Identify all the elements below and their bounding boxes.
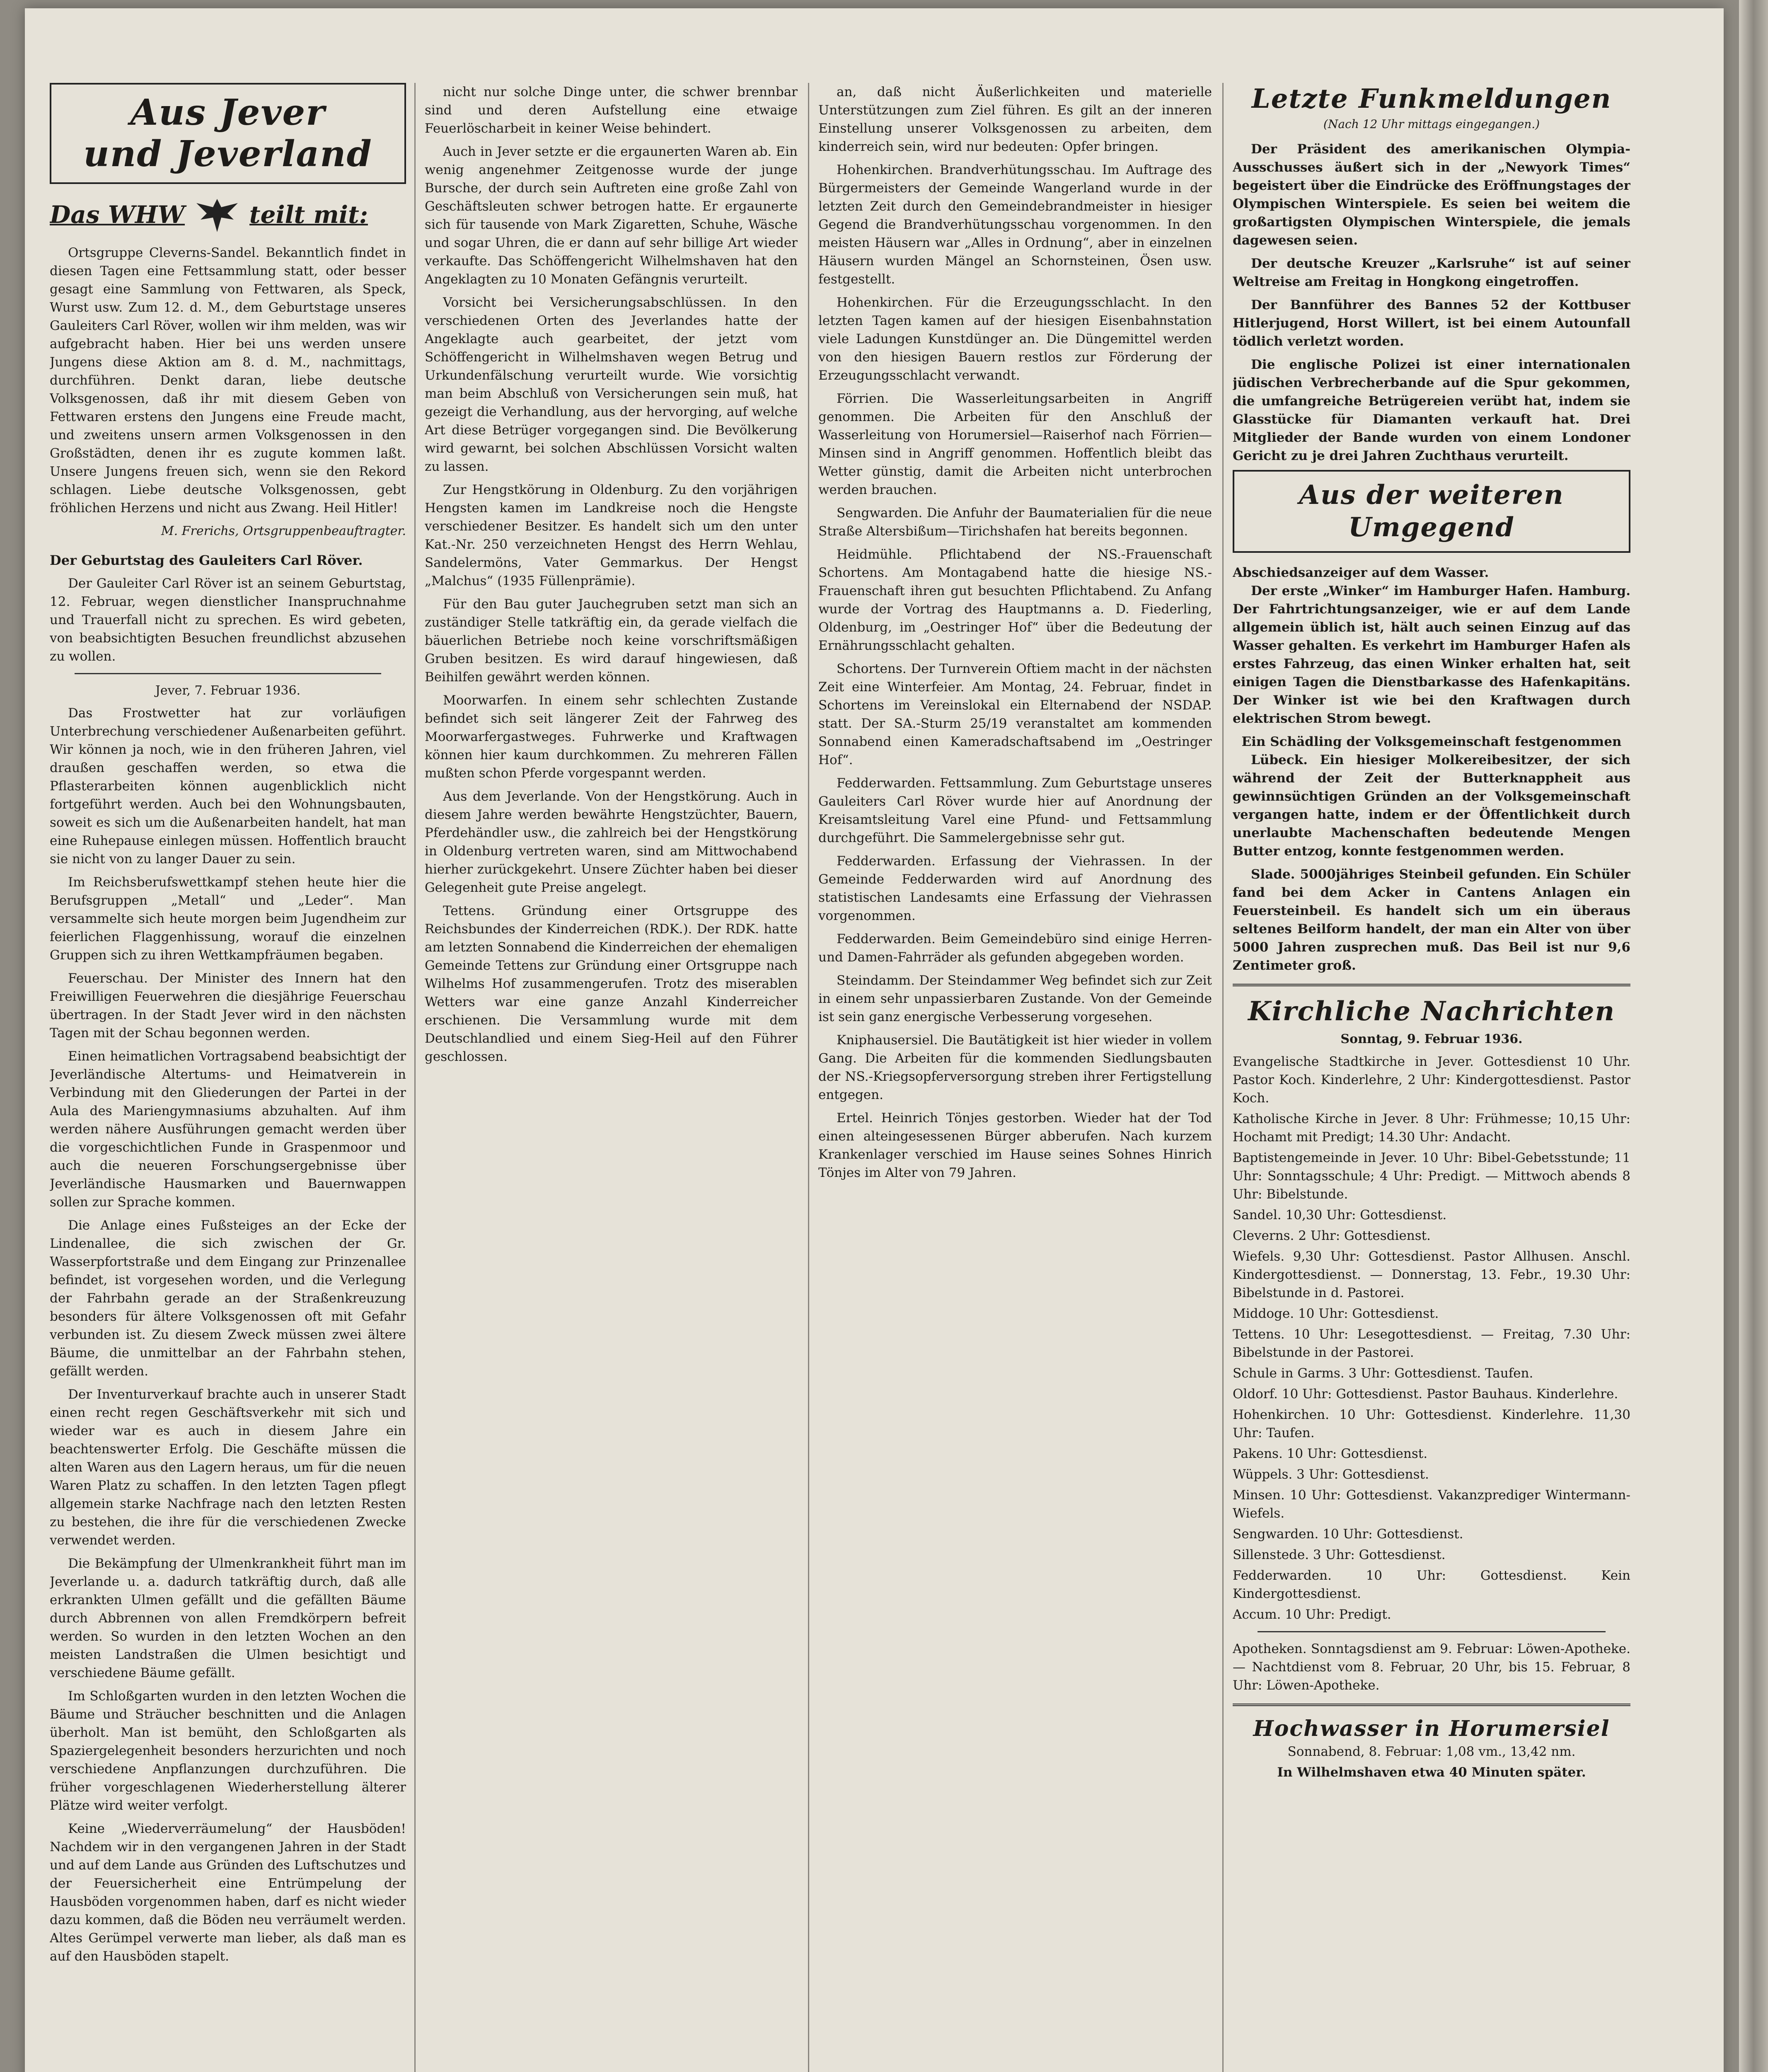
whw-signature: M. Frerichs, Ortsgruppenbeauftragter. [161, 524, 406, 538]
kirch-entry: Tettens. 10 Uhr: Lesegottesdienst. — Freitag, 7.30 Uhr: Bibelstunde in der Pastorei. [1233, 1327, 1630, 1360]
column-2 [425, 83, 798, 2072]
umgegend-1: Der erste „Winker“ im Hamburger Hafen. Hamburg. Der Fahrtrichtungsanzeiger, wie er auf dem Lande allgemein üblich ist, hält auch seinen Einzug auf das Wasser gehalten. Es verkehrt im Hamburger Hafen als erstes Fahrzeug, das einen Winker erhalten hat, seit einigen Tagen die Dienstbarkasse des Hafenkapitäns. Der Winker ist wie bei den Kraftwagen durch elektrischen Strom bewegt. [1233, 583, 1630, 726]
article-feuerschau: Feuerschau. Der Minister des Innern hat den Freiwilligen Feuerwehren die diesjährige Feuerschau übertragen. In der Stadt Jever wird in den nächsten Tagen mit der Schau begonnen werden. [50, 971, 406, 1041]
newspaper-page [25, 8, 1724, 2072]
article-2-6: Moorwarfen. In einem sehr schlechten Zustande befindet sich seit längerer Zeit der Fahrweg des Moorwarfergastweges. Fuhrwerke und Kraftwagen können hier kaum durchkommen. Zu mehreren Fällen mußten schon Pferde vorgespannt werden. [425, 693, 798, 781]
article-ulmen: Die Bekämpfung der Ulmenkrankheit führt man im Jeverlande u. a. dadurch tatkräftig durch, daß alle erkrankten Ulmen gefällt und die gefällten Bäume durch Abbrennen von allen Fremdkörpern befreit werden. So wurden in den letzten Wochen an den meisten Landstraßen die Ulmen besichtigt und verschiedene Bäume gefällt. [50, 1556, 406, 1680]
column-1 [50, 83, 406, 2072]
separator [1233, 984, 1630, 986]
article-2-1: nicht nur solche Dinge unter, die schwer brennbar sind und deren Aufstellung eine etwaige Feuerlöscharbeit in keiner Weise behindert. [425, 85, 798, 136]
apotheken: Apotheken. Sonntagsdienst am 9. Februar: Löwen-Apotheke. — Nachtdienst vom 8. Februar, 20 Uhr, bis 15. Februar, 8 Uhr: Löwen-Apotheke. [1233, 1641, 1630, 1693]
funk-heading: Letzte Funkmeldungen [1251, 83, 1612, 114]
article-2-7: Aus dem Jeverlande. Von der Hengstkörung. Auch in diesem Jahre werden bewährte Hengstzüchter, Bauern, Pferdehändler usw., die zahlreich bei der Hengstkörung in Oldenburg vertreten waren, sind am Mittwochabend hierher zurückgekehrt. Unsere Züchter haben bei dieser Gelegenheit gute Preise angelegt. [425, 789, 798, 895]
article-3-6: Schortens. Der Turnverein Oftiem macht in der nächsten Zeit eine Winterfeier. Am Montag, 24. Februar, findet in Schortens im Vereinslokal ein Elternabend der NSDAP. statt. Der SA.-Sturm 25/19 veranstaltet am kommenden Sonnabend einen Kameradschaftsabend im „Oestringer Hof“. [818, 661, 1212, 767]
kirch-entry: Accum. 10 Uhr: Predigt. [1233, 1607, 1391, 1622]
column-rule [808, 83, 809, 2072]
page-spine [1739, 0, 1768, 2072]
kirch-heading: Kirchliche Nachrichten [1248, 996, 1616, 1027]
kirch-entry: Sandel. 10,30 Uhr: Gottesdienst. [1233, 1208, 1447, 1222]
kirch-entry: Katholische Kirche in Jever. 8 Uhr: Frühmesse; 10,15 Uhr: Hochamt mit Predigt; 14.30 Uhr: Andacht. [1233, 1111, 1630, 1145]
column-4 [1233, 83, 1630, 2072]
whw-left: Das WHW [50, 201, 185, 229]
article-3-12: Ertel. Heinrich Tönjes gestorben. Wieder hat der Tod einen alteingesessenen Bürger abberufen. Nach kurzem Krankenlager verschied im Hause seines Sohnes Hinrich Tönjes im Alter von 79 Jahren. [818, 1111, 1212, 1180]
umgegend-2: Lübeck. Ein hiesiger Molkereibesitzer, der sich während der Zeit der Butterknappheit aus gewinnsüchtigen Gründen an der Volksgemeinschaft vergangen hatte, indem er der Öffentlichkeit durch unerlaubte Machenschaften bedeutende Mengen Butter entzog, konnte festgenommen werden. [1233, 753, 1630, 859]
hochwasser-times: Sonnabend, 8. Februar: 1,08 vm., 13,42 nm. [1287, 1744, 1576, 1759]
separator [1258, 1631, 1606, 1632]
article-3-10: Steindamm. Der Steindammer Weg befindet sich zur Zeit in einem sehr unpassierbaren Zustande. Von der Gemeinde ist sein ganz energische Verbesserung vorgesehen. [818, 973, 1212, 1024]
masthead-line-1: Aus Jever [130, 92, 326, 133]
article-3-4: Sengwarden. Die Anfuhr der Baumaterialien für die neue Straße Altersbißum—Tirichshafen hat bereits begonnen. [818, 506, 1212, 539]
kirch-entry: Minsen. 10 Uhr: Gottesdienst. Vakanzprediger Wintermann-Wiefels. [1233, 1488, 1630, 1521]
umgegend-box [1233, 470, 1630, 553]
kirch-entry: Cleverns. 2 Uhr: Gottesdienst. [1233, 1228, 1431, 1243]
kirch-entry: Sengwarden. 10 Uhr: Gottesdienst. [1233, 1527, 1463, 1542]
article-wettkampf: Im Reichsberufswettkampf stehen heute hier die Berufsgruppen „Metall“ und „Leder“. Man versammelte sich heute morgen beim Jugendheim zur feierlichen Flaggenhissung, worauf die einzelnen Gruppen sich zu ihren Wettkampfräumen begaben. [50, 875, 406, 963]
roever-heading: Der Geburtstag des Gauleiters Carl Röver. [50, 552, 363, 568]
article-3-5: Heidmühle. Pflichtabend der NS.-Frauenschaft Schortens. Am Montagabend hatte die hiesige NS.-Frauenschaft ihren gut besuchten Pflichtabend. Zu Anfang wurde der Vortrag des Hauptmanns a. D. Fiederling, Oldenburg, im „Oestringer Hof“ über die Bedeutung der Ernährungsschlacht gehalten. [818, 547, 1212, 653]
column-3 [818, 83, 1212, 2072]
umgegend-2-heading: Ein Schädling der Volksgemeinschaft festgenommen [1241, 734, 1622, 749]
dateline: Jever, 7. Februar 1936. [155, 683, 301, 698]
kirch-entry: Middoge. 10 Uhr: Gottesdienst. [1233, 1306, 1439, 1321]
funk-2: Der deutsche Kreuzer „Karlsruhe“ ist auf seiner Weltreise am Freitag in Hongkong eingetroffen. [1233, 256, 1630, 289]
article-3-2: Hohenkirchen. Für die Erzeugungsschlacht. In den letzten Tagen kamen auf der hiesigen Eisenbahnstation viele Ladungen Kunstdünger an. Die Düngemittel werden von den hiesigen Bauern restlos zur Förderung der Erzeugungsschlacht verwandt. [818, 295, 1212, 383]
kirch-entry: Schule in Garms. 3 Uhr: Gottesdienst. Taufen. [1233, 1366, 1533, 1381]
whw-header [50, 195, 406, 236]
article-3-7: Fedderwarden. Fettsammlung. Zum Geburtstage unseres Gauleiters Carl Röver wurde hier auf Anordnung der Kreisamtsleitung Varel eine Pfund- und Fettsammlung durchgeführt. Die Sammelergebnisse sehr gut. [818, 776, 1212, 845]
whw-right: teilt mit: [249, 201, 368, 229]
article-2-5: Für den Bau guter Jauchegruben setzt man sich an zuständiger Stelle tatkräftig ein, da gerade vielfach die bäuerlichen Betriebe noch keine vorschriftsmäßigen Gruben besitzen. Es wird darauf hingewiesen, daß Beihilfen gewährt werden können. [425, 597, 798, 685]
roever-text: Der Gauleiter Carl Röver ist an seinem Geburtstag, 12. Februar, wegen dienstlicher Inanspruchnahme und Trauerfall nicht zu sprechen. Es wird gebeten, von beabsichtigten Besuchen freundlichst abzusehen zu wollen. [50, 576, 406, 664]
article-inventur: Der Inventurverkauf brachte auch in unserer Stadt einen recht regen Geschäftsverkehr mit sich und wieder war es auch in diesem Jahre ein beachtenswerter Erfolg. Die Geschäfte müssen die alten Waren aus den Lagern heraus, um für die neuen Waren Platz zu schaffen. In den letzten Tagen pflegt allgemein starke Nachfrage nach den letzten Resten zu bestehen, die ihre für die verschiedenen Zwecke verwendet werden. [50, 1387, 406, 1548]
separator [75, 673, 381, 674]
separator [1233, 1704, 1630, 1706]
column-rule [1222, 83, 1224, 2072]
whw-text: Ortsgruppe Cleverns-Sandel. Bekanntlich findet in diesen Tagen eine Fettsammlung statt, oder besser gesagt eine Sammlung von Fettwaren, als Speck, Wurst usw. Zum 12. d. M., dem Geburtstage unseres Gauleiters Carl Röver, wollen wir ihm melden, was wir aufgebracht haben. Hier bei uns werden unsere Jungens diese Aktion am 8. d. M., nachmittags, durchführen. Denkt daran, liebe deutsche Volksgenossen, daß ihr mit diesem Geben von Fettwaren erstens den Jungens eine Freude macht, und zweitens unsern armen Volksgenossen in den Großstädten, denen ihr es zugute kommen laßt. Unsere Jungens freuen sich, wenn sie den Rekord schlagen. Liebe deutsche Volksgenossen, gebt fröhlichen Herzens und nicht aus Zwang. Heil Hitler! [50, 245, 406, 516]
kirch-entry: Fedderwarden. 10 Uhr: Gottesdienst. Kein Kindergottesdienst. [1233, 1568, 1630, 1601]
hochwasser-heading: Hochwasser in Horumersiel [1253, 1716, 1610, 1741]
kirch-entry: Hohenkirchen. 10 Uhr: Gottesdienst. Kinderlehre. 11,30 Uhr: Taufen. [1233, 1407, 1630, 1440]
hochwasser-note: In Wilhelmshaven etwa 40 Minuten später. [1277, 1765, 1586, 1780]
eagle-icon [192, 195, 242, 236]
article-2-3: Vorsicht bei Versicherungsabschlüssen. In den verschiedenen Orten des Jeverlandes hatte der Angeklagte auch gearbeitet, der jetzt vom Schöffengericht in Wilhelmshaven wegen Betrug und Urkundenfälschung verurteilt wurde. Wie vorsichtig man beim Abschluß von Versicherungen sein muß, hat gezeigt die Verhandlung, aus der hervorging, auf welche Art diese Betrüger vorgegangen sind. Die Bevölkerung wird gewarnt, bei solchen Abschlüssen Vorsicht walten zu lassen. [425, 295, 798, 474]
article-3-1: Hohenkirchen. Brandverhütungsschau. Im Auftrage des Bürgermeisters der Gemeinde Wangerland wurde in der letzten Zeit durch den Gemeindebrandmeister in hiesiger Gegend die Brandverhütungsschau vorgenommen. In den meisten Häusern war „Alles in Ordnung“, aber in einzelnen Häusern wurden Mängel an Schornsteinen, Ösen usw. festgestellt. [818, 162, 1212, 287]
article-2-8: Tettens. Gründung einer Ortsgruppe des Reichsbundes der Kinderreichen (RDK.). Der RDK. hatte am letzten Sonnabend die Kinderreichen der ehemaligen Gemeinde Tettens zur Gründung einer Ortsgruppe nach Wilhelms Hof zusammengerufen. Trotz des miserablen Wetters war eine ganze Anzahl Kinderreicher erschienen. Die Versammlung wurde mit dem Deutschlandlied und einem Sieg-Heil auf den Führer geschlossen. [425, 903, 798, 1064]
funk-4: Die englische Polizei ist einer internationalen jüdischen Verbrecherbande auf die Spur gekommen, die umfangreiche Betrügereien verübt hat, indem sie Glasstücke für Diamanten verkauft hat. Drei Mitglieder der Bande wurden von einem Londoner Gericht zu je drei Jahren Zuchthaus verurteilt. [1233, 357, 1630, 463]
article-3-3: Förrien. Die Wasserleitungsarbeiten in Angriff genommen. Die Arbeiten für den Anschluß der Wasserleitung von Horumersiel—Raiserhof nach Förrien—Minsen sind in Angriff genommen. Hoffentlich bleibt das Wetter günstig, damit die Arbeiten nicht unterbrochen werden brauchen. [818, 391, 1212, 497]
kirch-entry: Sillenstede. 3 Uhr: Gottesdienst. [1233, 1547, 1446, 1562]
kirch-entry: Baptistengemeinde in Jever. 10 Uhr: Bibel-Gebetsstunde; 11 Uhr: Sonntagsschule; 4 Uhr: Predigt. — Mittwoch abends 8 Uhr: Bibelstunde. [1233, 1150, 1630, 1202]
article-3-0: an, daß nicht Äußerlichkeiten und materielle Unterstützungen zum Ziel führen. Es gilt an der inneren Einstellung unserer Volksgenossen zu arbeiten, dem kinderreich sein, wird nur bedeuten: Opfer bringen. [818, 85, 1212, 154]
umgegend-line-1: Aus der weiteren [1299, 479, 1564, 511]
kirch-entry: Evangelische Stadtkirche in Jever. Gottesdienst 10 Uhr. Pastor Koch. Kinderlehre, 2 Uhr: Kindergottesdienst. Pastor Koch. [1233, 1054, 1630, 1106]
article-3-11: Kniphausersiel. Die Bautätigkeit ist hier wieder in vollem Gang. Die Arbeiten für die kommenden Siedlungsbauten der NS.-Kriegsopferversorgung streben ihrer Fertigstellung entgegen. [818, 1033, 1212, 1102]
kirch-entry: Wüppels. 3 Uhr: Gottesdienst. [1233, 1467, 1429, 1482]
article-3-9: Fedderwarden. Beim Gemeindebüro sind einige Herren- und Damen-Fahrräder als gefunden abgegeben worden. [818, 932, 1212, 965]
article-3-8: Fedderwarden. Erfassung der Viehrassen. In der Gemeinde Fedderwarden wird auf Anordnung des statistischen Landesamts eine Erfassung der Viehrassen vorgenommen. [818, 854, 1212, 923]
article-fusssteig: Die Anlage eines Fußsteiges an der Ecke der Lindenallee, die sich zwischen der Gr. Wasserpfortstraße und dem Eingang zur Prinzenallee befindet, ist vorgesehen worden, und die Verlegung der Fahrbahn gerade an der Straßenkreuzung besonders für ältere Volksgenossen oft mit Gefahr verbunden ist. Zu diesem Zweck müssen zwei ältere Bäume, die unmittelbar an der Fahrbahn stehen, gefällt werden. [50, 1218, 406, 1379]
umgegend-line-2: Umgegend [1348, 512, 1515, 543]
funk-1: Der Präsident des amerikanischen Olympia-Ausschusses äußert sich in der „Newyork Times“ begeistert über die Eindrücke des Eröffnungstages der Olympischen Winterspiele. Es seien bei weitem die großartigsten Olympischen Winterspiele, die jemals dagewesen seien. [1233, 142, 1630, 248]
article-2-4: Zur Hengstkörung in Oldenburg. Zu den vorjährigen Hengsten kamen im Landkreise noch die Hengste verschiedener Besitzer. Es handelt sich um den unter Kat.-Nr. 250 verzeichneten Hengst des Herrn Wehlau, Sandelermöns, Vater Gemmarkus. Der Hengst „Malchus“ (1935 Füllenprämie). [425, 482, 798, 588]
masthead-line-2: und Jeverland [83, 133, 372, 175]
umgegend-3: Slade. 5000jähriges Steinbeil gefunden. Ein Schüler fand bei dem Acker in Cantens Anlagen ein Feuersteinbeil. Es handelt sich um ein überaus seltenes Beilform handelt, der man ein Alter von über 5000 Jahren zusprechen muß. Das Beil ist nur 9,6 Zentimeter groß. [1233, 867, 1630, 973]
kirch-entry: Wiefels. 9,30 Uhr: Gottesdienst. Pastor Allhusen. Anschl. Kindergottesdienst. — Donnerstag, 13. Febr., 19.30 Uhr: Bibelstunde in d. Pastorei. [1233, 1249, 1630, 1300]
funk-3: Der Bannführer des Bannes 52 der Kottbuser Hitlerjugend, Horst Willert, ist bei einem Autounfall tödlich verletzt worden. [1233, 298, 1630, 349]
column-rule [414, 83, 416, 2072]
article-vortragsabend: Einen heimatlichen Vortragsabend beabsichtigt der Jeverländische Altertums- und Heimatverein in Verbindung mit den Gliederungen der Partei in der Aula des Mariengymnasiums abzuhalten. Auf ihm werden nähere Ausführungen gemacht werden über die vorgeschichtlichen Funde in Graspenmoor und auch die neueren Forschungsergebnisse über Jeverländische Hausmarken und Bauernwappen sollen zur Sprache kommen. [50, 1049, 406, 1210]
kirch-entry: Pakens. 10 Uhr: Gottesdienst. [1233, 1446, 1428, 1461]
article-2-2: Auch in Jever setzte er die ergaunerten Waren ab. Ein wenig angenehmer Zeitgenosse wurde der junge Bursche, der durch sein Auftreten eine große Zahl von Geschäftsleuten schwer betrogen hatte. Er ergaunerte sich für tausende von Mark Zigaretten, Schuhe, Wäsche und sogar Uhren, die er dann auf sehr billige Art wieder verkaufte. Das Schöffengericht Wilhelmshaven hat den Angeklagten zu 10 Monaten Gefängnis verurteilt. [425, 144, 798, 287]
kirch-date: Sonntag, 9. Februar 1936. [1340, 1032, 1523, 1046]
article-hausboeden: Keine „Wiederverräumelung“ der Hausböden! Nachdem wir in den vergangenen Jahren in der Stadt und auf dem Lande aus Gründen des Luftschutzes und der Feuersicherheit eine Entrümpelung der Hausböden vorgenommen haben, darf es nicht wieder dazu kommen, daß die Böden neu verräumelt werden. Altes Gerümpel verwerte man lieber, als daß man es auf den Hausböden stapelt. [50, 1821, 406, 1964]
umgegend-1-heading: Abschiedsanzeiger auf dem Wasser. [1233, 565, 1489, 580]
kirch-entry: Oldorf. 10 Uhr: Gottesdienst. Pastor Bauhaus. Kinderlehre. [1233, 1387, 1618, 1402]
article-frost: Das Frostwetter hat zur vorläufigen Unterbrechung verschiedener Außenarbeiten geführt. Wir können ja noch, wie in den früheren Jahren, viel draußen geschaffen werden, so etwa die Pflasterarbeiten können augenblicklich nicht fortgeführt werden. Auch bei den Wohnungsbauten, soweit es sich um die Außenarbeiten handelt, hat man eine Ruhepause einlegen müssen. Hoffentlich braucht sie nicht von zu langer Dauer zu sein. [50, 706, 406, 867]
funk-subheading: (Nach 12 Uhr mittags eingegangen.) [1323, 117, 1540, 131]
masthead-box [50, 83, 406, 184]
article-schlossgarten: Im Schloßgarten wurden in den letzten Wochen die Bäume und Sträucher beschnitten und die Anlagen überholt. Man ist bemüht, den Schloßgarten als Spaziergelegenheit besonders herzurichten und noch verschiedene Anpflanzungen durchzuführen. Die früher vorgeschlagenen Wiederherstellung älterer Plätze wird weiter verfolgt. [50, 1689, 406, 1813]
